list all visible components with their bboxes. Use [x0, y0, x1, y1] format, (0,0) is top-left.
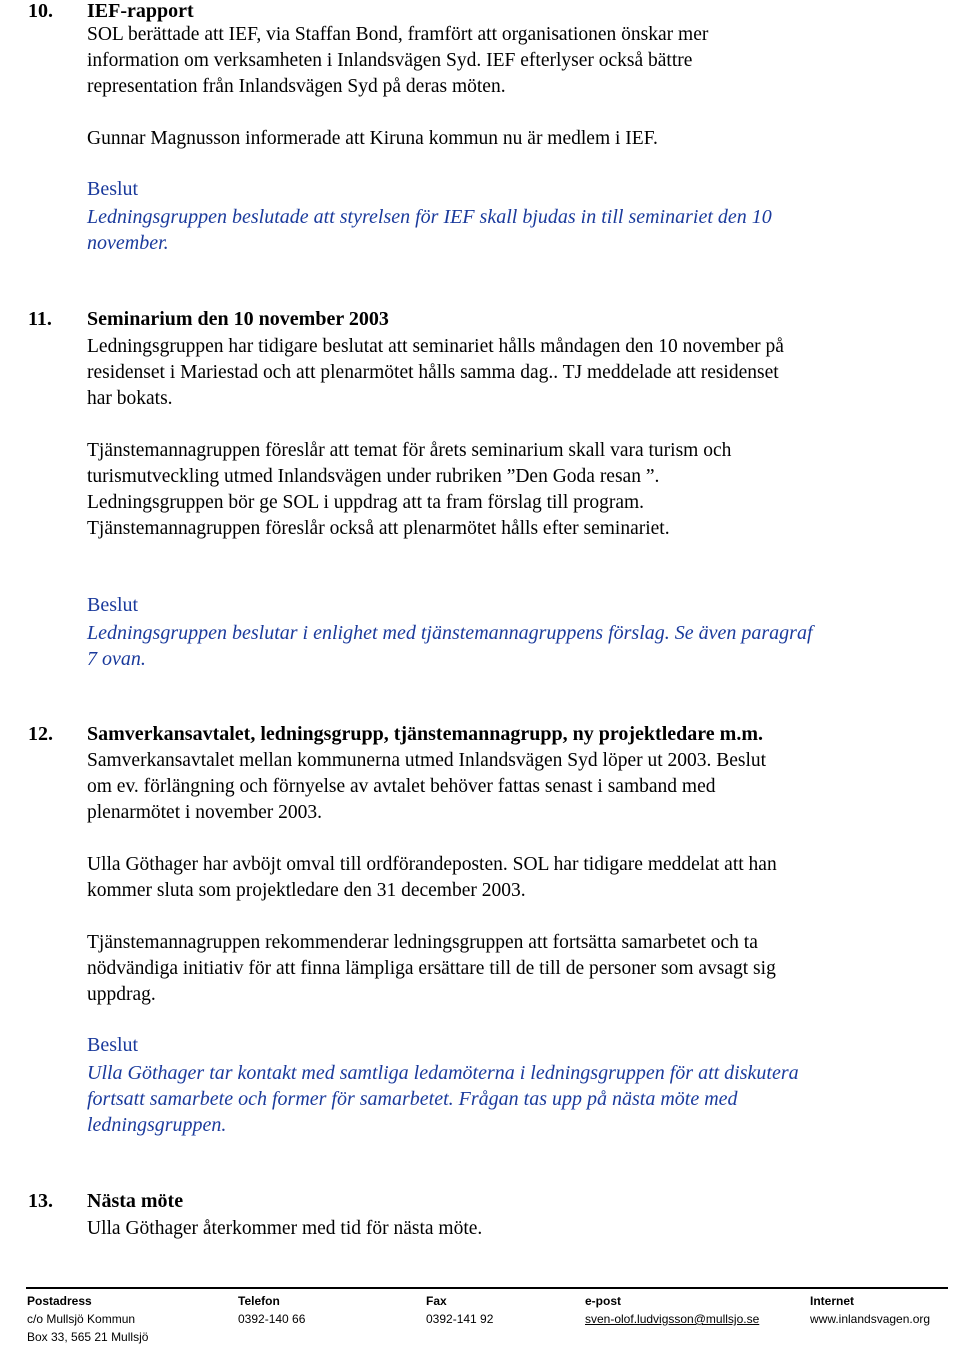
- paragraph-line: uppdrag.: [87, 984, 156, 1005]
- paragraph-line: om ev. förlängning och förnyelse av avtalet behöver fattas senast i samband med: [87, 776, 716, 797]
- section-13-heading: [28, 1190, 183, 1213]
- beslut-text: 7 ovan.: [87, 648, 146, 670]
- section-title: Samverkansavtalet, ledningsgrupp, tjänstemannagrupp, ny projektledare m.m.: [87, 723, 763, 745]
- paragraph-line: Ledningsgruppen har tidigare beslutat att seminariet hålls måndagen den 10 november på: [87, 336, 784, 357]
- paragraph-line: representation från Inlandsvägen Syd på deras möten.: [87, 76, 506, 97]
- footer-website: www.inlandsvagen.org: [810, 1312, 931, 1326]
- section-number: 11.: [28, 308, 52, 330]
- paragraph-line: Tjänstemannagruppen rekommenderar ledningsgruppen att fortsätta samarbetet och ta: [87, 932, 758, 953]
- section-10-heading: [28, 0, 194, 23]
- paragraph-line: Tjänstemannagruppen föreslår att temat för årets seminarium skall vara turism och: [87, 440, 732, 461]
- section-title: IEF-rapport: [87, 0, 194, 22]
- footer-email-link[interactable]: sven-olof.ludvigsson@mullsjo.se: [585, 1312, 760, 1326]
- section-number: 13.: [28, 1190, 53, 1212]
- paragraph-line: Ulla Göthager återkommer med tid för nästa möte.: [87, 1218, 483, 1239]
- footer-fax-label: Fax: [426, 1294, 447, 1308]
- beslut-text: Ulla Göthager tar kontakt med samtliga ledamöterna i ledningsgruppen för att diskutera: [87, 1062, 799, 1084]
- section-12-heading: [28, 723, 763, 746]
- beslut-text: Ledningsgruppen beslutade att styrelsen för IEF skall bjudas in till seminariet den 10: [87, 206, 772, 228]
- paragraph-line: Tjänstemannagruppen föreslår också att plenarmötet hålls efter seminariet.: [87, 518, 670, 539]
- paragraph-line: plenarmötet i november 2003.: [87, 802, 323, 823]
- section-number: 10.: [28, 0, 53, 22]
- section-11-heading: [28, 308, 389, 331]
- paragraph-line: kommer sluta som projektledare den 31 december 2003.: [87, 880, 526, 901]
- footer-internet-label: Internet: [810, 1294, 855, 1308]
- paragraph-line: har bokats.: [87, 388, 173, 409]
- paragraph-line: SOL berättade att IEF, via Staffan Bond, framfört att organisationen önskar mer: [87, 24, 709, 45]
- footer-telefon-label: Telefon: [238, 1294, 280, 1308]
- beslut-text: Ledningsgruppen beslutar i enlighet med tjänstemannagruppens förslag. Se även paragraf: [87, 622, 813, 644]
- section-title: Seminarium den 10 november 2003: [87, 308, 389, 330]
- paragraph-line: turismutveckling utmed Inlandsvägen under rubriken ”Den Goda resan ”.: [87, 466, 660, 487]
- paragraph-line: Ledningsgruppen bör ge SOL i uppdrag att ta fram förslag till program.: [87, 492, 645, 513]
- footer-postadress: c/o Mullsjö Kommun: [27, 1312, 136, 1326]
- paragraph-line: residenset i Mariestad och att plenarmötet hålls samma dag.. TJ meddelade att residenset: [87, 362, 779, 383]
- beslut-label: Beslut: [87, 594, 139, 616]
- paragraph-line: Ulla Göthager har avböjt omval till ordförandeposten. SOL har tidigare meddelat att han: [87, 854, 777, 875]
- beslut-text: fortsatt samarbete och former för samarbetet. Frågan tas upp på nästa möte med: [87, 1088, 738, 1110]
- beslut-label: Beslut: [87, 1034, 139, 1056]
- section-number: 12.: [28, 723, 53, 745]
- footer-postadress-label: Postadress: [27, 1294, 92, 1308]
- footer-epost-label: e-post: [585, 1294, 621, 1308]
- paragraph-line: Gunnar Magnusson informerade att Kiruna kommun nu är medlem i IEF.: [87, 128, 658, 149]
- section-title: Nästa möte: [87, 1190, 184, 1212]
- footer-telefon: 0392-140 66: [238, 1312, 306, 1326]
- beslut-label: Beslut: [87, 178, 139, 200]
- beslut-text: november.: [87, 232, 169, 254]
- paragraph-line: Samverkansavtalet mellan kommunerna utmed Inlandsvägen Syd löper ut 2003. Beslut: [87, 750, 767, 771]
- footer-fax: 0392-141 92: [426, 1312, 494, 1326]
- footer-divider: [26, 1287, 948, 1289]
- paragraph-line: information om verksamheten i Inlandsvägen Syd. IEF efterlyser också bättre: [87, 50, 693, 71]
- paragraph-line: nödvändiga initiativ för att finna lämpliga ersättare till de till de personer som avsagt sig: [87, 958, 776, 979]
- beslut-text: ledningsgruppen.: [87, 1114, 227, 1136]
- footer-postadress: Box 33, 565 21 Mullsjö: [27, 1330, 149, 1344]
